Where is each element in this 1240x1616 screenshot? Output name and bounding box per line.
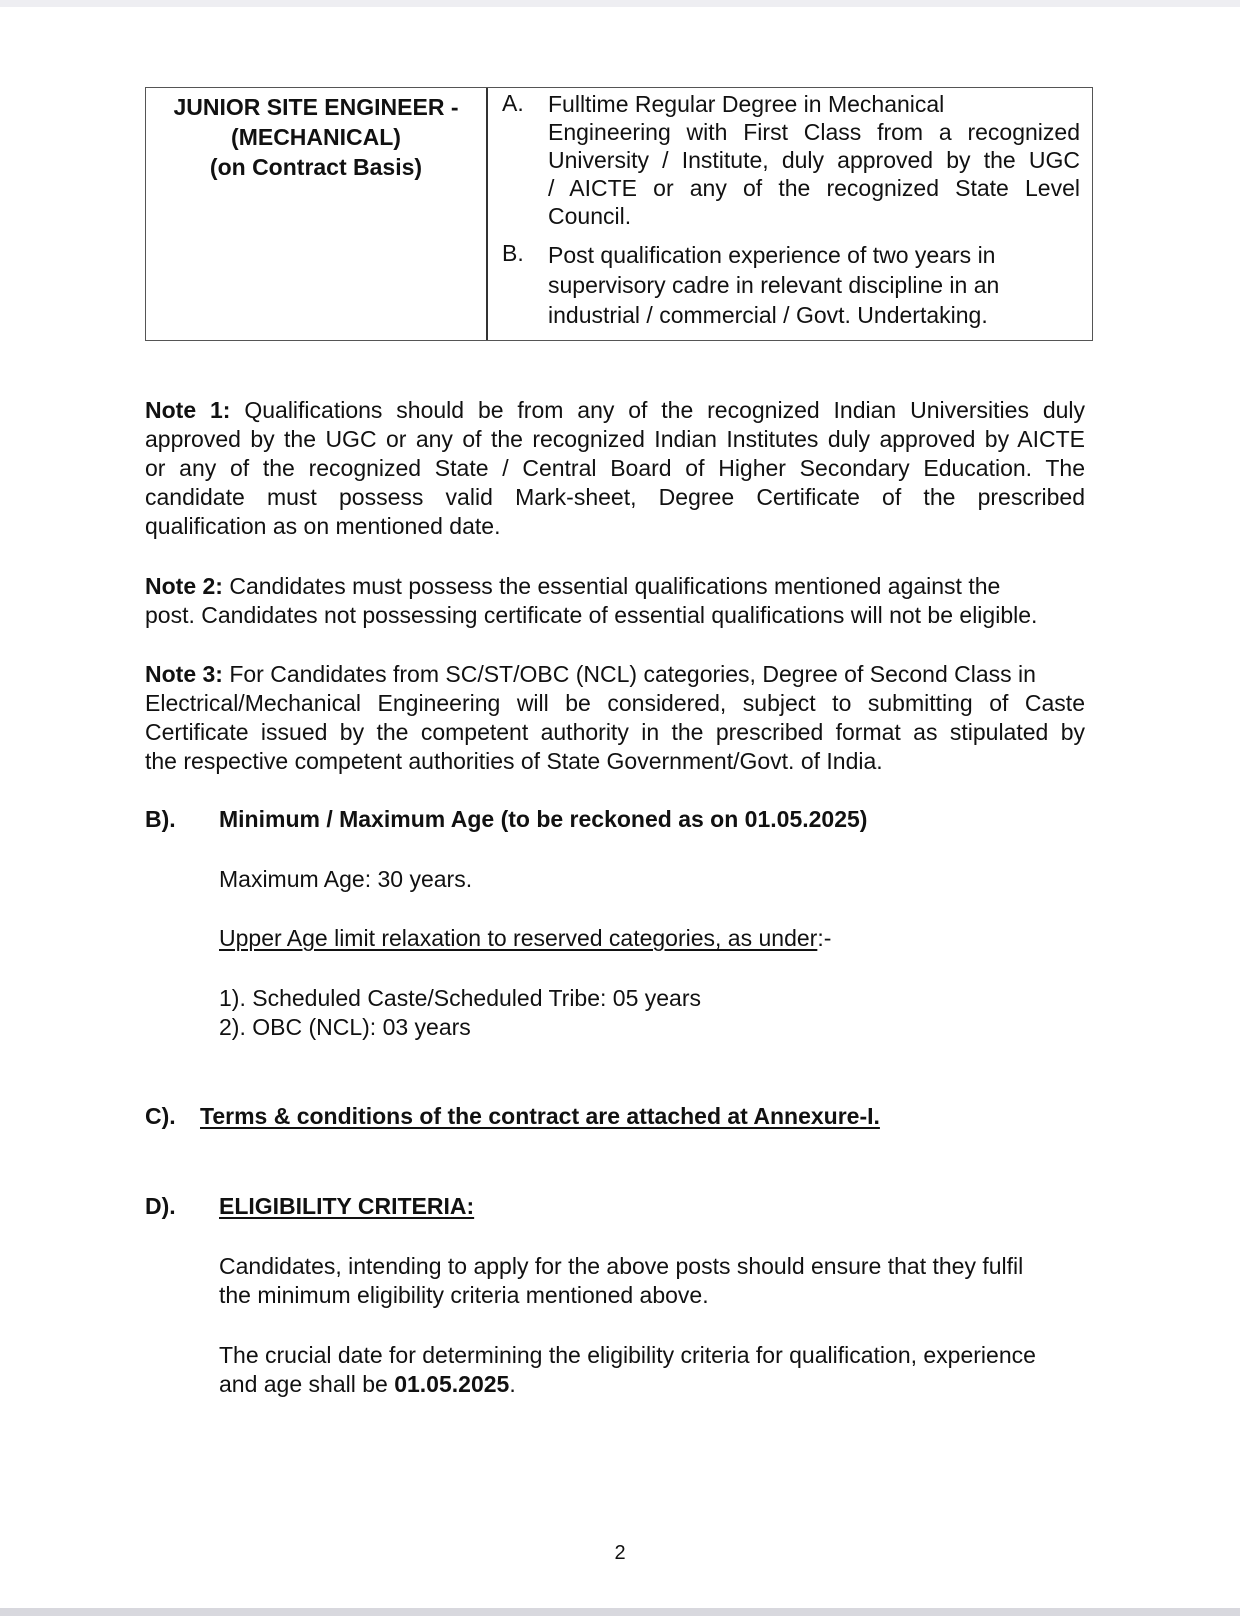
- crucial-date-line: and age shall be 01.05.2025.: [219, 1371, 516, 1397]
- relaxation-item: 2). OBC (NCL): 03 years: [219, 1014, 471, 1040]
- section-heading: Minimum / Maximum Age (to be reckoned as on 01.05.2025): [219, 806, 868, 832]
- requirement-line: industrial / commercial / Govt. Undertaking.: [548, 302, 988, 328]
- terms-annexure-text: Terms & conditions of the contract are attached at Annexure-I.: [200, 1103, 880, 1129]
- requirement-line: Fulltime Regular Degree in Mechanical: [548, 91, 945, 117]
- requirement-line: Council.: [548, 203, 632, 229]
- crucial-date-line: The crucial date for determining the eligibility criteria for qualification, experience: [219, 1342, 1036, 1368]
- note-line: qualification as on mentioned date.: [145, 513, 501, 539]
- note-line: Note 3: For Candidates from SC/ST/OBC (NCL) categories, Degree of Second Class in: [145, 661, 1036, 687]
- section-marker: D).: [145, 1193, 176, 1219]
- note-line: Certificate issued by the competent authority in the prescribed format as stipulated by: [145, 719, 1085, 745]
- viewer-top-edge: [0, 0, 1240, 7]
- requirement-line: Post qualification experience of two years in: [548, 242, 996, 268]
- section-heading: ELIGIBILITY CRITERIA:: [219, 1193, 475, 1219]
- note-line: Note 1: Qualifications should be from any of the recognized Indian Universities duly: [145, 397, 1086, 423]
- note-line: Electrical/Mechanical Engineering will be considered, subject to submitting of Caste: [145, 690, 1085, 716]
- eligibility-line: the minimum eligibility criteria mentioned above.: [219, 1282, 709, 1308]
- crucial-date: 01.05.2025: [394, 1371, 510, 1397]
- post-name-cell: [146, 92, 486, 182]
- note-line: the respective competent authorities of State Government/Govt. of India.: [145, 748, 883, 774]
- eligibility-line: Candidates, intending to apply for the above posts should ensure that they fulfil: [219, 1253, 1024, 1279]
- post-basis: (on Contract Basis): [209, 154, 423, 180]
- note-line: or any of the recognized State / Central Board of Higher Secondary Education. The: [145, 455, 1085, 481]
- note-label: Note 1:: [145, 397, 231, 423]
- max-age-text: Maximum Age: 30 years.: [219, 866, 473, 892]
- viewer-bottom-edge: [0, 1608, 1240, 1616]
- page-number: 2: [614, 1542, 626, 1564]
- document-page: [0, 7, 1240, 1608]
- note-line: Note 2: Candidates must possess the essential qualifications mentioned against the: [145, 573, 1001, 599]
- qualification-table: [145, 87, 1093, 341]
- note-line: post. Candidates not possessing certificate of essential qualifications will not be eligible.: [145, 602, 1038, 628]
- section-marker: B).: [145, 806, 176, 832]
- requirement-line: / AICTE or any of the recognized State Level: [548, 175, 1080, 201]
- note-label: Note 3:: [145, 661, 223, 687]
- note-label: Note 2:: [145, 573, 223, 599]
- requirement-line: Engineering with First Class from a recognized: [548, 119, 1080, 145]
- relaxation-item: 1). Scheduled Caste/Scheduled Tribe: 05 years: [219, 985, 702, 1011]
- relaxation-heading: Upper Age limit relaxation to reserved categories, as under:-: [219, 925, 832, 951]
- post-discipline: (MECHANICAL): [231, 124, 401, 150]
- note-line: candidate must possess valid Mark-sheet, Degree Certificate of the prescribed: [145, 484, 1085, 510]
- requirement-marker: B.: [502, 240, 524, 266]
- post-title-line: JUNIOR SITE ENGINEER -: [173, 94, 459, 120]
- requirement-marker: A.: [502, 90, 524, 116]
- table-column-divider: [486, 88, 488, 340]
- requirement-line: supervisory cadre in relevant discipline in an: [548, 272, 1000, 298]
- note-line: approved by the UGC or any of the recognized Indian Institutes duly approved by AICTE: [145, 426, 1085, 452]
- requirement-line: University / Institute, duly approved by the UGC: [548, 147, 1080, 173]
- section-marker: C).: [145, 1103, 176, 1129]
